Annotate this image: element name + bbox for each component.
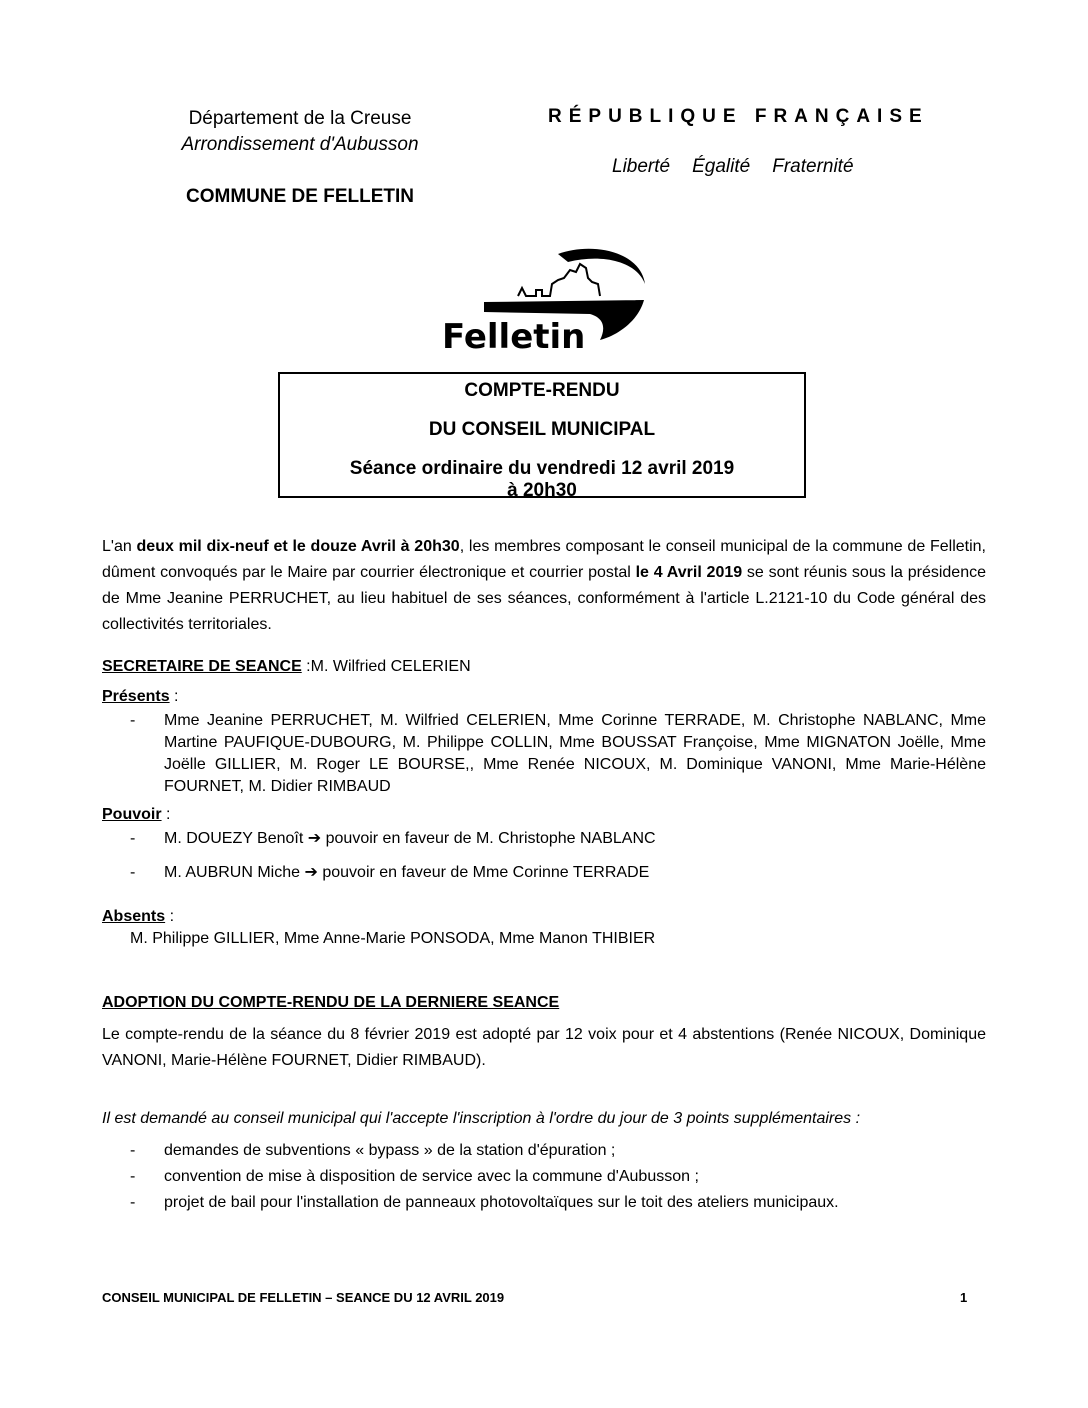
commune-label: COMMUNE DE FELLETIN [186,186,414,207]
felletin-logo [440,244,660,360]
intro-text-c: , les membres composant le conseil municipal de la commune de Felletin, dûment convoqués par le Maire par courrier électronique et courrier postal [102,538,987,581]
absents-heading [102,904,986,930]
republique-label: RÉPUBLIQUE FRANÇAISE [548,106,929,127]
bullet-dash: - [130,712,136,729]
bullet-dash: - [130,830,136,847]
presents-label: Présents [102,688,170,705]
devise-liberte: Liberté [612,156,671,177]
presents-colon: : [169,688,179,705]
points-item-text: projet de bail pour l'installation de panneaux photovoltaïques sur le toit des ateliers municipaux. [164,1194,839,1211]
header-left [150,106,450,158]
secretaire-label: SECRETAIRE DE SEANCE [102,658,302,675]
bullet-dash: - [130,864,136,881]
pouvoir-to: pouvoir en faveur de Mme Corinne TERRADE [322,864,650,881]
secretaire-value: :M. Wilfried CELERIEN [301,658,471,675]
presents-list: Mme Jeanine PERRUCHET, M. Wilfried CELERIEN, Mme Corinne TERRADE, M. Christophe NABLANC, Mme Martine PAUFIQUE-DUBOURG, M. Philippe COLLIN, Mme BOUSSAT Françoise, Mme MIGNATON Joëlle, Mme Joëlle GILLIER, M. Roger LE BOURSE,, Mme Renée NICOUX, M. Dominique VANONI, Mme Marie-Hélène FOURNET, M. Didier RIMBAUD [164,712,986,795]
arrow-right-icon: ➔ [304,864,318,881]
pouvoir-label: Pouvoir [102,806,162,823]
absents-list: M. Philippe GILLIER, Mme Anne-Marie PONSODA, Mme Manon THIBIER [130,930,656,947]
pouvoir-to: pouvoir en faveur de M. Christophe NABLANC [325,830,656,847]
devise-egalite: Égalité [692,156,751,177]
title-box [278,372,806,501]
points-intro: Il est demandé au conseil municipal qui l'accepte l'inscription à l'ordre du jour de 3 points supplémentaires : [102,1110,861,1127]
page-number: 1 [960,1290,968,1305]
points-item-text: demandes de subventions « bypass » de la station d'épuration ; [164,1142,616,1159]
pouvoir-colon: : [161,806,171,823]
page-footer: CONSEIL MUNICIPAL DE FELLETIN – SEANCE DU 12 AVRIL 2019 [102,1290,505,1305]
pouvoir-from: M. DOUEZY Benoît [164,830,304,847]
adoption-heading: ADOPTION DU COMPTE-RENDU DE LA DERNIERE SEANCE [102,994,560,1011]
title-line2: DU CONSEIL MUNICIPAL [428,419,656,440]
intro-paragraph [102,534,986,638]
title-line1: COMPTE-RENDU [464,380,620,401]
secretaire-line [102,654,986,680]
felletin-logo-graphic [440,244,660,360]
arrondissement-label: Arrondissement d'Aubusson [181,134,419,155]
adoption-text: Le compte-rendu de la séance du 8 février 2019 est adopté par 12 voix pour et 4 abstentions (Renée NICOUX, Dominique VANONI, Marie-Hélène FOURNET, Didier RIMBAUD). [102,1026,986,1069]
intro-convocation-date: le 4 Avril 2019 [635,564,743,581]
devise [612,156,876,178]
absents-label: Absents [102,908,166,925]
title-line4: à 20h30 [507,480,577,501]
intro-text-a: L'an [102,538,137,555]
logo-text: Felletin [442,317,586,357]
pouvoir-from: M. AUBRUN Miche [164,864,301,881]
points-item-text: convention de mise à disposition de service avec la commune d'Aubusson ; [164,1168,699,1185]
title-line3: Séance ordinaire du vendredi 12 avril 2019 [349,458,735,479]
intro-text-e: se sont réunis sous la présidence de Mme Jeanine PERRUCHET, au lieu habituel de ses séances, conformément à l'article L.2121-10 du Code général des collectivités territoriales. [102,564,986,633]
devise-fraternite: Fraternité [772,156,854,177]
bullet-dash: - [130,1194,136,1211]
departement-label: Département de la Creuse [188,108,412,129]
bullet-dash: - [130,1168,136,1185]
absents-colon: : [165,908,175,925]
presents-heading [102,684,986,710]
arrow-right-icon: ➔ [307,830,322,847]
intro-date-bold: deux mil dix-neuf et le douze Avril à 20h30 [136,538,460,555]
pouvoir-heading [102,802,986,828]
bullet-dash: - [130,1142,136,1159]
